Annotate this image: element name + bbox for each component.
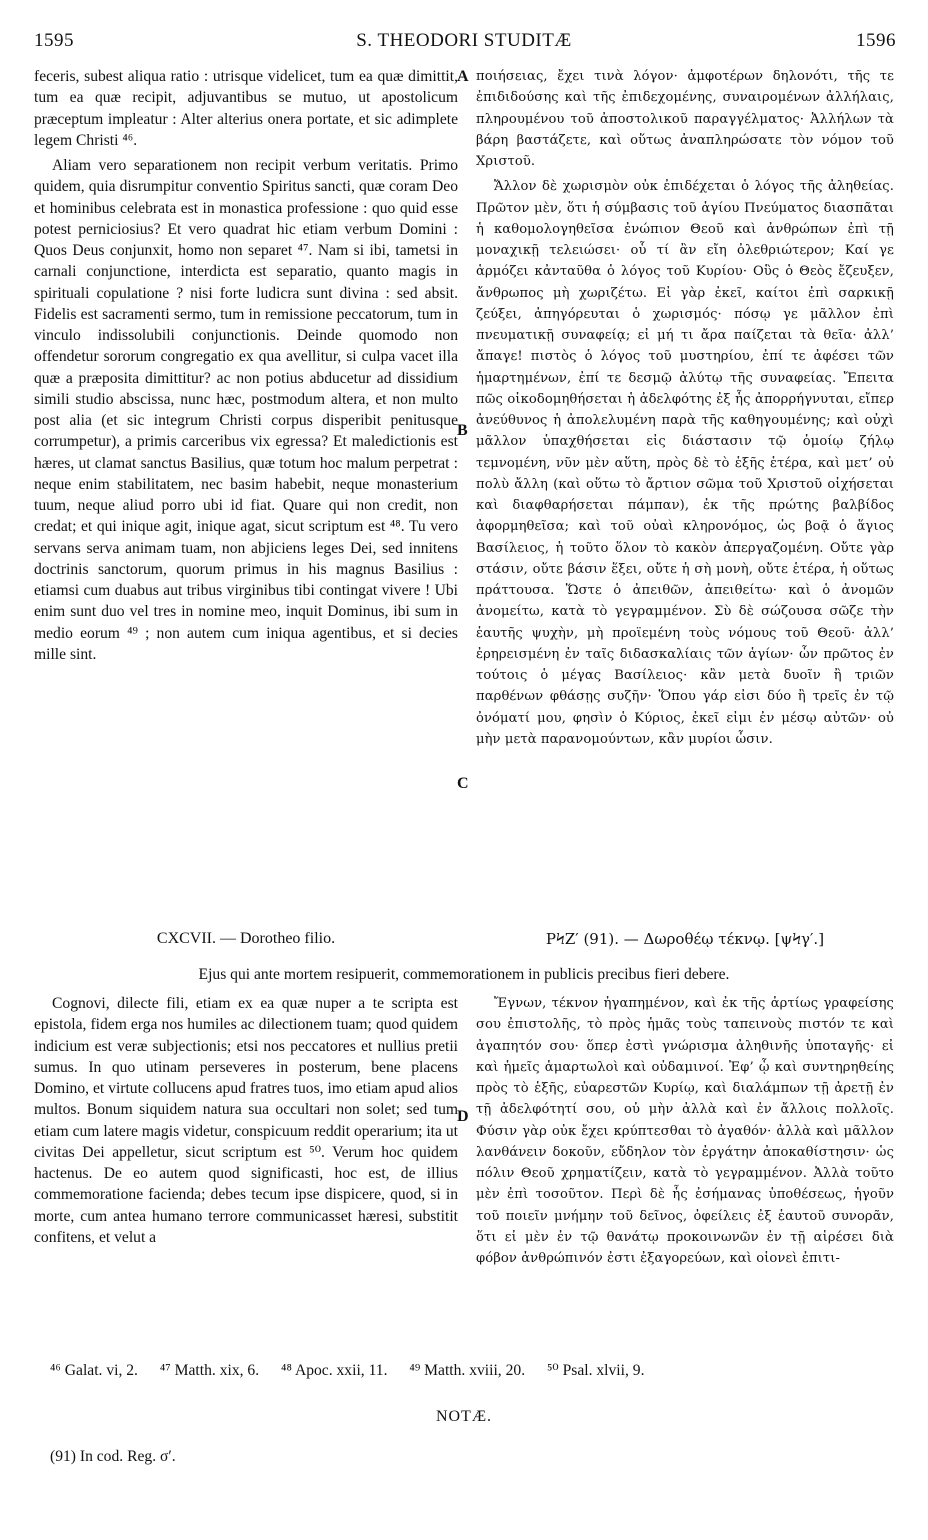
running-title: S. THEODORI STUDITÆ (356, 30, 572, 51)
latin-paragraph: feceris, subest aliqua ratio : utrisque videlicet, tum ea quæ dimittit, tum ea quæ recipit, adjuvantibus se mutuo, ut apostolicum præceptum impleatur : Alter alterius onera portate, et sic adimplete legem Christi ⁴⁶. (34, 68, 458, 149)
note-item: (91) In cod. Reg. σ′. (50, 1448, 176, 1465)
footnote: ⁵⁰ Psal. xlvii, 9. (547, 1362, 645, 1379)
footnote: ⁴⁸ Apoc. xxii, 11. (281, 1362, 388, 1379)
letter-title-latin: CXCVII. — Dorotheo filio. (156, 930, 336, 947)
page-number-right: 1596 (856, 30, 896, 51)
margin-marker-c: C (457, 775, 469, 792)
latin-column-upper (34, 66, 458, 665)
greek-paragraph: Ἄλλον δὲ χωρισμὸν οὐκ ἐπιδέχεται ὁ λόγος τῆς ἀληθείας. Πρῶτον μὲν, ὅτι ἡ σύμβασις τοῦ ἁγίου Πνεύματος διασπᾶται ἡ καθομολογηθεῖσα ἐνώπιον Θεοῦ καὶ ἀνθρώπων ἐπὶ τῇ μοναχικῇ τελειώσει· οὗ τί ἂν εἴη ὀλεθριώτερον; Καί γε ἁρμόζει κἀνταῦθα ὁ λόγος τοῦ Κυρίου· Οὓς ὁ Θεὸς ἔζευξεν, ἄνθρωπος μὴ χωριζέτω. Εἰ γὰρ ἐκεῖ, καίτοι ἐπὶ σαρκικῇ ζεύξει, ἀπηγόρευται ὁ χωρισμός· πόσῳ γε μᾶλλον ἐπὶ πνευματικῇ συναφείᾳ; εἰ μή τι ἄρα παίζεται τὰ θεῖα· ἀλλ’ ἄπαγε! πιστὸς ὁ λόγος τοῦ μυστηρίου, ἐπί τε ἀφέσει τῶν ἡμαρτημένων, ἐπί τε δεσμῷ ἀλύτῳ τῆς συναφείας. Ἔπειτα πῶς οἰκοδομηθήσεται ἡ ἀδελφότης ἐξ ἧς ἀπορρήγνυται, εἴπερ ἀνεύθυνος ἡ ἀπολελυμένη παρὰ τῆς καθηγουμένης; καὶ οὐχὶ μᾶλλον ὑπαχθήσεται εἰς διάστασιν τῷ ὁμοίῳ ζήλῳ τεμνομένη, νῦν μὲν αὕτη, πρὸς δὲ τὸ ἑξῆς ἑτέρα, καὶ μετ’ οὐ πολὺ ἄλλη (καὶ οὕτω τὸ ἄρτιον σῶμα τοῦ Χριστοῦ οἰχήσεται καὶ διαφθαρήσεται πάμπαν), ἐκ τῆς πρώτης βαλβίδος ἀφορμηθεῖσα; καὶ τοῦ οὐαὶ κληρονόμος, ὡς βοᾷ ὁ ἅγιος Βασίλειος, ἡ τοῦτο ὅλον τὸ κακὸν ἀπεργαζομένη. Οὔτε γὰρ στάσιν, οὔτε βάσιν ἕξει, οὔτε ἡ σὴ μονὴ, οὔτε ἑτέρα, ἡ οὕτως πράττουσα. Ὥστε ὁ ἀπειθῶν, ἀπειθείτω· καὶ ὁ ἀνομῶν ἀνομείτω, κατὰ τὸ γεγραμμένον. Σὺ δὲ σώζουσα σῶζε τὴν ἑαυτῆς ψυχὴν, μὴ προϊεμένη τοὺς νόμους τοῦ Θεοῦ· ἀλλ’ ἐρηρεισμένη ἐν ταῖς διδασκαλίαις τῶν ἁγίων· ὧν πρῶτος ἐν τούτοις ὁ μέγας Βασίλειος· κἂν μετὰ δυοῖν ἢ τριῶν παρθένων φθάσῃς συζῆν· Ὅπου γάρ εἰσι δύο ἢ τρεῖς ἐν τῷ ὀνόματί μου, φησὶν ὁ Κύριος, ἐκεῖ εἰμι ἐν μέσῳ αὐτῶν· οὐ μὴν μετὰ παρανομούντων, κἂν μυρίοι ὦσιν. (476, 179, 894, 747)
margin-marker-b: B (457, 422, 468, 439)
letter-title-greek: ΡϞΖ′ (91). — Δωροθέῳ τέκνῳ. [ψϞγ′.] (545, 930, 825, 948)
latin-paragraph: Aliam vero separationem non recipit verbum veritatis. Primo quidem, quia disrumpitur conventio Spiritus sancti, quæ coram Deo et hominibus celebrata est in monastica professione : quo quid esse potest perniciosius? Et vero quadrat hic etiam verbum Domini : Quos Deus conjunxit, homo non separet ⁴⁷. Nam si ibi, tametsi in carnali conjunctione, interdicta est separatio, quanto magis in spirituali copulatione ? nisi forte ludicra sunt divina : sed absit. Fidelis est sacramenti sermo, tum in remissione peccatorum, tum in vinculo indissolubili conjunctionis. Deinde quomodo non offendetur sororum congregatio ex qua avellitur, si culpa vacet illa quæ a præposita dimittitur? ac non potius abducetur ad dissidium simili studio abscissa, nunc hæc, postmodum altera, et non multo post alia (et sic integrum Christi corpus disperibit penitusque corrumpetur), a primis carceribus vix egressa? Et maledictionis est hæres, ut clamat sanctus Basilius, quæ totum hoc malum perpetrat : neque enim stabilitatem, nec basim habebit, neque monasterium tuum, neque aliud porro ubi id fiat. Quare qui non credit, non credat; et qui inique agit, inique agat, sicut scriptum est ⁴⁸. Tu vero servans serva animam tuam, non abjiciens leges Dei, sed innitens doctrinis sanctorum, quorum primus in his magnus Basilius : etiamsi cum duabus aut tribus virginibus tibi contingat vivere ! Ubi enim sunt duo vel tres in nomine meo, inquit Dominus, ibi sum in medio eorum ⁴⁹ ; non autem cum iniqua agentibus, et si decies mille sint. (34, 157, 458, 663)
greek-paragraph: Ἔγνων, τέκνον ἠγαπημένον, καὶ ἐκ τῆς ἀρτίως γραφείσης σου ἐπιστολῆς, τὸ πρὸς ἡμᾶς τοὺς ταπεινοὺς πιστόν τε καὶ ἀγαπητόν σου· ὅπερ ἐστὶ γνώρισμα ἀληθινῆς ὑποταγῆς· εἰ καὶ ἡμεῖς ἁμαρτωλοὶ καὶ οὐδαμινοί. Ἐφ’ ᾧ καὶ συντηρηθείης πρὸς τὸ ἑξῆς, εὐαρεστῶν Κυρίῳ, καὶ διαλάμπων τῇ ἀρετῇ ἐν τῇ ἀδελφότητί σου, οὐ μὴν ἀλλὰ καὶ ἐν ἄλλοις πολλοῖς. Φύσιν γὰρ οὐκ ἔχει κρύπτεσθαι τὸ ἀγαθόν· ἀλλὰ καὶ μᾶλλον λανθάνειν δοκοῦν, εὔδηλον τὸν ἐργάτην ἀποκαθίστησιν· ὡς πόλιν Θεοῦ χρηματίζειν, κατὰ τὸ γεγραμμένον. Ἀλλὰ τοῦτο μὲν ἐπὶ τοσοῦτον. Περὶ δὲ ἧς ἐσήμανας ὑποθέσεως, ἡγοῦν τοῦ ποιεῖν μνήμην τοῦ δεῖνος, ὀφείλεις ἐξ ἑαυτοῦ συνορᾶν, ὅτι εἰ μὲν ἐν τῷ θανάτῳ προκοινωνῶν ἐν τῇ αἱρέσει διὰ φόβον ἀνθρώπινόν ἐστι ἐξαγορεύων, καὶ οἱονεὶ ἐπιτι- (476, 996, 894, 1266)
greek-paragraph: ποιήσειας, ἔχει τινὰ λόγον· ἀμφοτέρων δηλονότι, τῆς τε ἐπιδιδούσης καὶ τῆς ἐπιδεχομένης, συναιρομένων ἀλλήλαις, πληρουμένου τοῦ ἀποστολικοῦ παραγγέλματος· Ἀλλήλων τὰ βάρη βαστάζετε, καὶ οὕτως ἀναπληρώσατε τὸν νόμον τοῦ Χριστοῦ. (476, 69, 894, 169)
footnotes (50, 1361, 900, 1380)
margin-marker-a: A (457, 68, 469, 85)
latin-column-lower (34, 993, 458, 1248)
page-number-left: 1595 (34, 30, 74, 51)
notae-heading: NOTÆ. (435, 1408, 493, 1425)
footnote: ⁴⁶ Galat. vi, 2. (50, 1362, 138, 1379)
latin-paragraph: Cognovi, dilecte fili, etiam ex ea quæ nuper a te scripta est epistola, fidem erga nos humiles ac dilectionem tuam; quod quidem indicium est veræ subjectionis; etsi nos peccatores et nullius pretii sumus. In quo utinam perseveres in posterum, bene placens Domino, et virtute collucens apud fratres tuos, imo etiam apud alios multos. Bonum siquidem natura sua occultari non solet; sed tum etiam cum latere magis videtur, conspicuum reddit operarium; ita ut civitas Dei appelletur, sicut scriptum est ⁵⁰. Verum hoc quidem hactenus. De eo autem quod significasti, hoc est, de illius commemoratione facienda; debes tecum ipse dispicere, quod, si in morte, cum antea humano terrore communicasset hæresi, substitit confitens, et velut a (34, 995, 458, 1246)
greek-column-lower (476, 993, 894, 1269)
margin-marker-d: D (457, 1108, 469, 1125)
greek-column-upper (476, 66, 894, 750)
running-header (30, 30, 898, 54)
letter-summary: Ejus qui ante mortem resipuerit, commemorationem in publicis precibus fieri debere. (198, 966, 730, 983)
footnote: ⁴⁷ Matth. xix, 6. (159, 1362, 260, 1379)
footnote: ⁴⁹ Matth. xviii, 20. (409, 1362, 526, 1379)
